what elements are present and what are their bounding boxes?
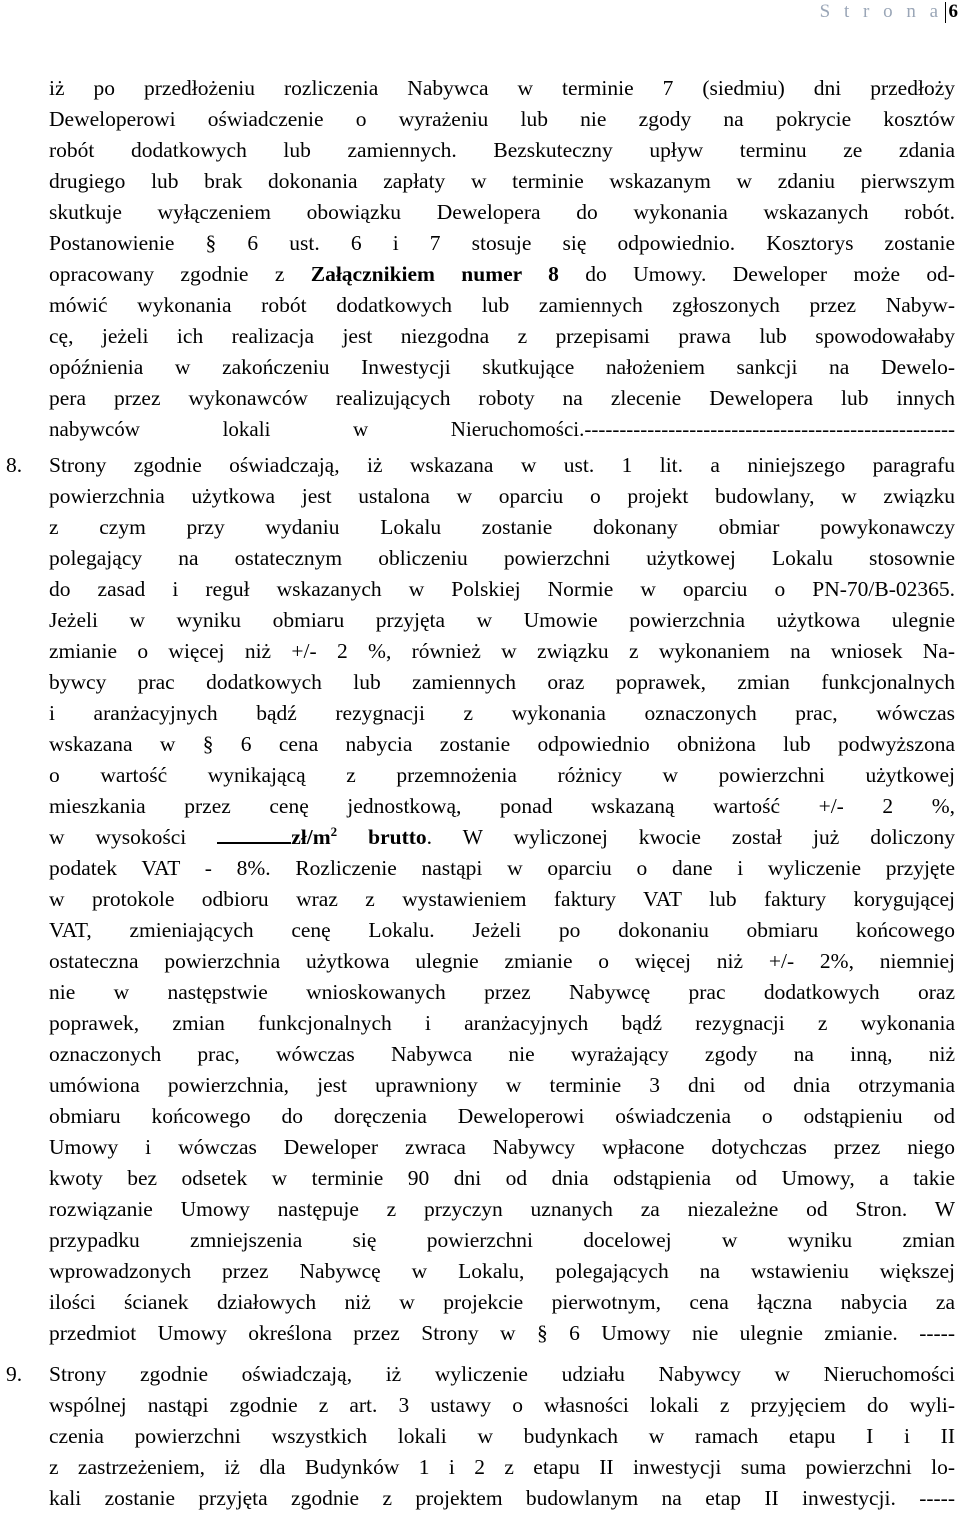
text-line: ostateczna powierzchnia użytkowa ulegnie zmianie o więcej niż +/- 2%, niemniej xyxy=(49,949,955,973)
text-line: obmiaru końcowego do doręczenia Deweloperowi oświadczenia o odstąpieniu od xyxy=(49,1104,955,1128)
price-unit xyxy=(291,825,426,849)
text-line: Umowy i wówczas Deweloper zwraca Nabywcy wpłacone dotychczas przez niego xyxy=(49,1135,955,1159)
text-line: opóźnienia w zakończeniu Inwestycji skutkujące nałożeniem sankcji na Dewelo- xyxy=(49,355,955,379)
text-line: pera przez wykonawców realizujących roboty na zlecenie Dewelopera lub innych xyxy=(49,386,955,410)
text-run: opracowany zgodnie z xyxy=(49,262,311,286)
text-line: kwoty bez odsetek w terminie 90 dni od dnia odstąpienia od Umowy, a takie xyxy=(49,1166,955,1190)
text-line: podatek VAT - 8%. Rozliczenie nastąpi w oparciu o dane i wyliczenie przyjęte xyxy=(49,856,955,880)
text-line: Postanowienie § 6 ust. 6 i 7 stosuje się odpowiednio. Kosztorys zostanie xyxy=(49,231,955,255)
text-line: w protokole odbioru wraz z wystawieniem faktury VAT lub faktury korygującej xyxy=(49,887,955,911)
text-line: wspólnej nastąpi zgodnie z art. 3 ustawy o własności lokali z przyjęciem do wyli- xyxy=(49,1393,955,1417)
text-line: robót dodatkowych lub zamiennych. Bezskuteczny upływ terminu ze zdania xyxy=(49,138,955,162)
text-line: Deweloperowi oświadczenie o wyrażeniu lub nie zgody na pokrycie kosztów xyxy=(49,107,955,131)
paragraph-number: 8. xyxy=(6,453,23,477)
text-line xyxy=(49,822,955,853)
text-line: przedmiot Umowy określona przez Strony w § 6 Umowy nie ulegnie zmianie. ----- xyxy=(49,1321,955,1345)
text-line: z czym przy wydaniu Lokalu zostanie dokonany obmiar powykonawczy xyxy=(49,515,955,539)
unit-label: zł/m xyxy=(291,825,331,849)
text-line: czenia powierzchni wszystkich lokali w budynkach w ramach etapu I i II xyxy=(49,1424,955,1448)
attachment-reference: Załącznikiem numer 8 xyxy=(310,262,559,286)
text-line: oznaczonych prac, wówczas Nabywca nie wyrażający zgody na inną, niż xyxy=(49,1042,955,1066)
text-line: do zasad i reguł wskazanych w Polskiej Normie w oparciu o PN-70/B-02365. xyxy=(49,577,955,601)
text-line: skutkuje wyłączeniem obowiązku Dewelopera do wykonania wskazanych robót. xyxy=(49,200,955,224)
text-line: z zastrzeżeniem, iż dla Budynków 1 i 2 z etapu II inwestycji suma powierzchni lo- xyxy=(49,1455,955,1479)
page-header xyxy=(820,0,958,24)
text-line: drugiego lub brak dokonania zapłaty w terminie wskazanym w zdaniu pierwszym xyxy=(49,169,955,193)
text-line: wskazana w § 6 cena nabycia zostanie odpowiednio obniżona lub podwyższona xyxy=(49,732,955,756)
text-line: polegający na ostatecznym obliczeniu powierzchni użytkowej Lokalu stosownie xyxy=(49,546,955,570)
text-line: przypadku zmniejszenia się powierzchni docelowej w wyniku zmian xyxy=(49,1228,955,1252)
text-line: mieszkania przez cenę jednostkową, ponad wskazaną wartość +/- 2 %, xyxy=(49,794,955,818)
text-line xyxy=(49,259,955,290)
text-line: umówiona powierzchnia, jest uprawniony w terminie 3 dni od dnia otrzymania xyxy=(49,1073,955,1097)
text-line: zmianie o więcej niż +/- 2 %, również w związku z wykonaniem na wniosek Na- xyxy=(49,639,955,663)
text-line: rozwiązanie Umowy następuje z przyczyn uznanych za niezależne od Stron. W xyxy=(49,1197,955,1221)
text-line: Strony zgodnie oświadczają, iż wyliczenie udziału Nabywcy w Nieruchomości xyxy=(49,1362,955,1386)
text-line: wprowadzonych przez Nabywcę w Lokalu, polegających na wstawieniu większej xyxy=(49,1259,955,1283)
text-line: iż po przedłożeniu rozliczenia Nabywca w terminie 7 (siedmiu) dni przedłoży xyxy=(49,76,955,100)
text-line: nie w następstwie wnioskowanych przez Nabywcę prac dodatkowych oraz xyxy=(49,980,955,1004)
text-line: cę, jeżeli ich realizacja jest niezgodna z przepisami prawa lub spowodowałaby xyxy=(49,324,955,348)
text-line: nabywców lokali w Nieruchomości.----------------------------------------------------- xyxy=(49,417,955,441)
text-run: . W wyliczonej kwocie został już doliczony xyxy=(426,825,955,849)
header-divider xyxy=(945,2,946,23)
text-run: do Umowy. Deweloper może od- xyxy=(558,262,955,286)
text-line: o wartość wynikającą z przemnożenia różnicy w powierzchni użytkowej xyxy=(49,763,955,787)
text-line: ilości ścianek działowych niż w projekcie pierwotnym, cena łączna nabycia za xyxy=(49,1290,955,1314)
text-line: Jeżeli w wyniku obmiaru przyjęta w Umowie powierzchnia użytkowa ulegnie xyxy=(49,608,955,632)
text-line: i aranżacyjnych bądź rezygnacji z wykonania oznaczonych prac, wówczas xyxy=(49,701,955,725)
text-line: poprawek, zmian funkcjonalnych i aranżacyjnych bądź rezygnacji z wykonania xyxy=(49,1011,955,1035)
price-blank-field xyxy=(217,824,291,844)
text-line: bywcy prac dodatkowych lub zamiennych oraz poprawek, zmian funkcjonalnych xyxy=(49,670,955,694)
paragraph-number: 9. xyxy=(6,1362,23,1386)
text-run: w wysokości xyxy=(49,825,218,849)
text-line: mówić wykonania robót dodatkowych lub zamiennych zgłoszonych przez Nabyw- xyxy=(49,293,955,317)
text-line: Strony zgodnie oświadczają, iż wskazana w ust. 1 lit. a niniejszego paragrafu xyxy=(49,453,955,477)
unit-exponent: 2 xyxy=(330,823,338,839)
text-line: kali zostanie przyjęta zgodnie z projektem budowlanym na etap II inwestycji. ----- xyxy=(49,1486,955,1510)
page-label: S t r o n a xyxy=(819,1,943,22)
text-line: powierzchnia użytkowa jest ustalona w oparciu o projekt budowlany, w związku xyxy=(49,484,955,508)
gross-label: brutto xyxy=(337,825,427,849)
page-number: 6 xyxy=(948,1,958,22)
text-line: VAT, zmieniających cenę Lokalu. Jeżeli po dokonaniu obmiaru końcowego xyxy=(49,918,955,942)
